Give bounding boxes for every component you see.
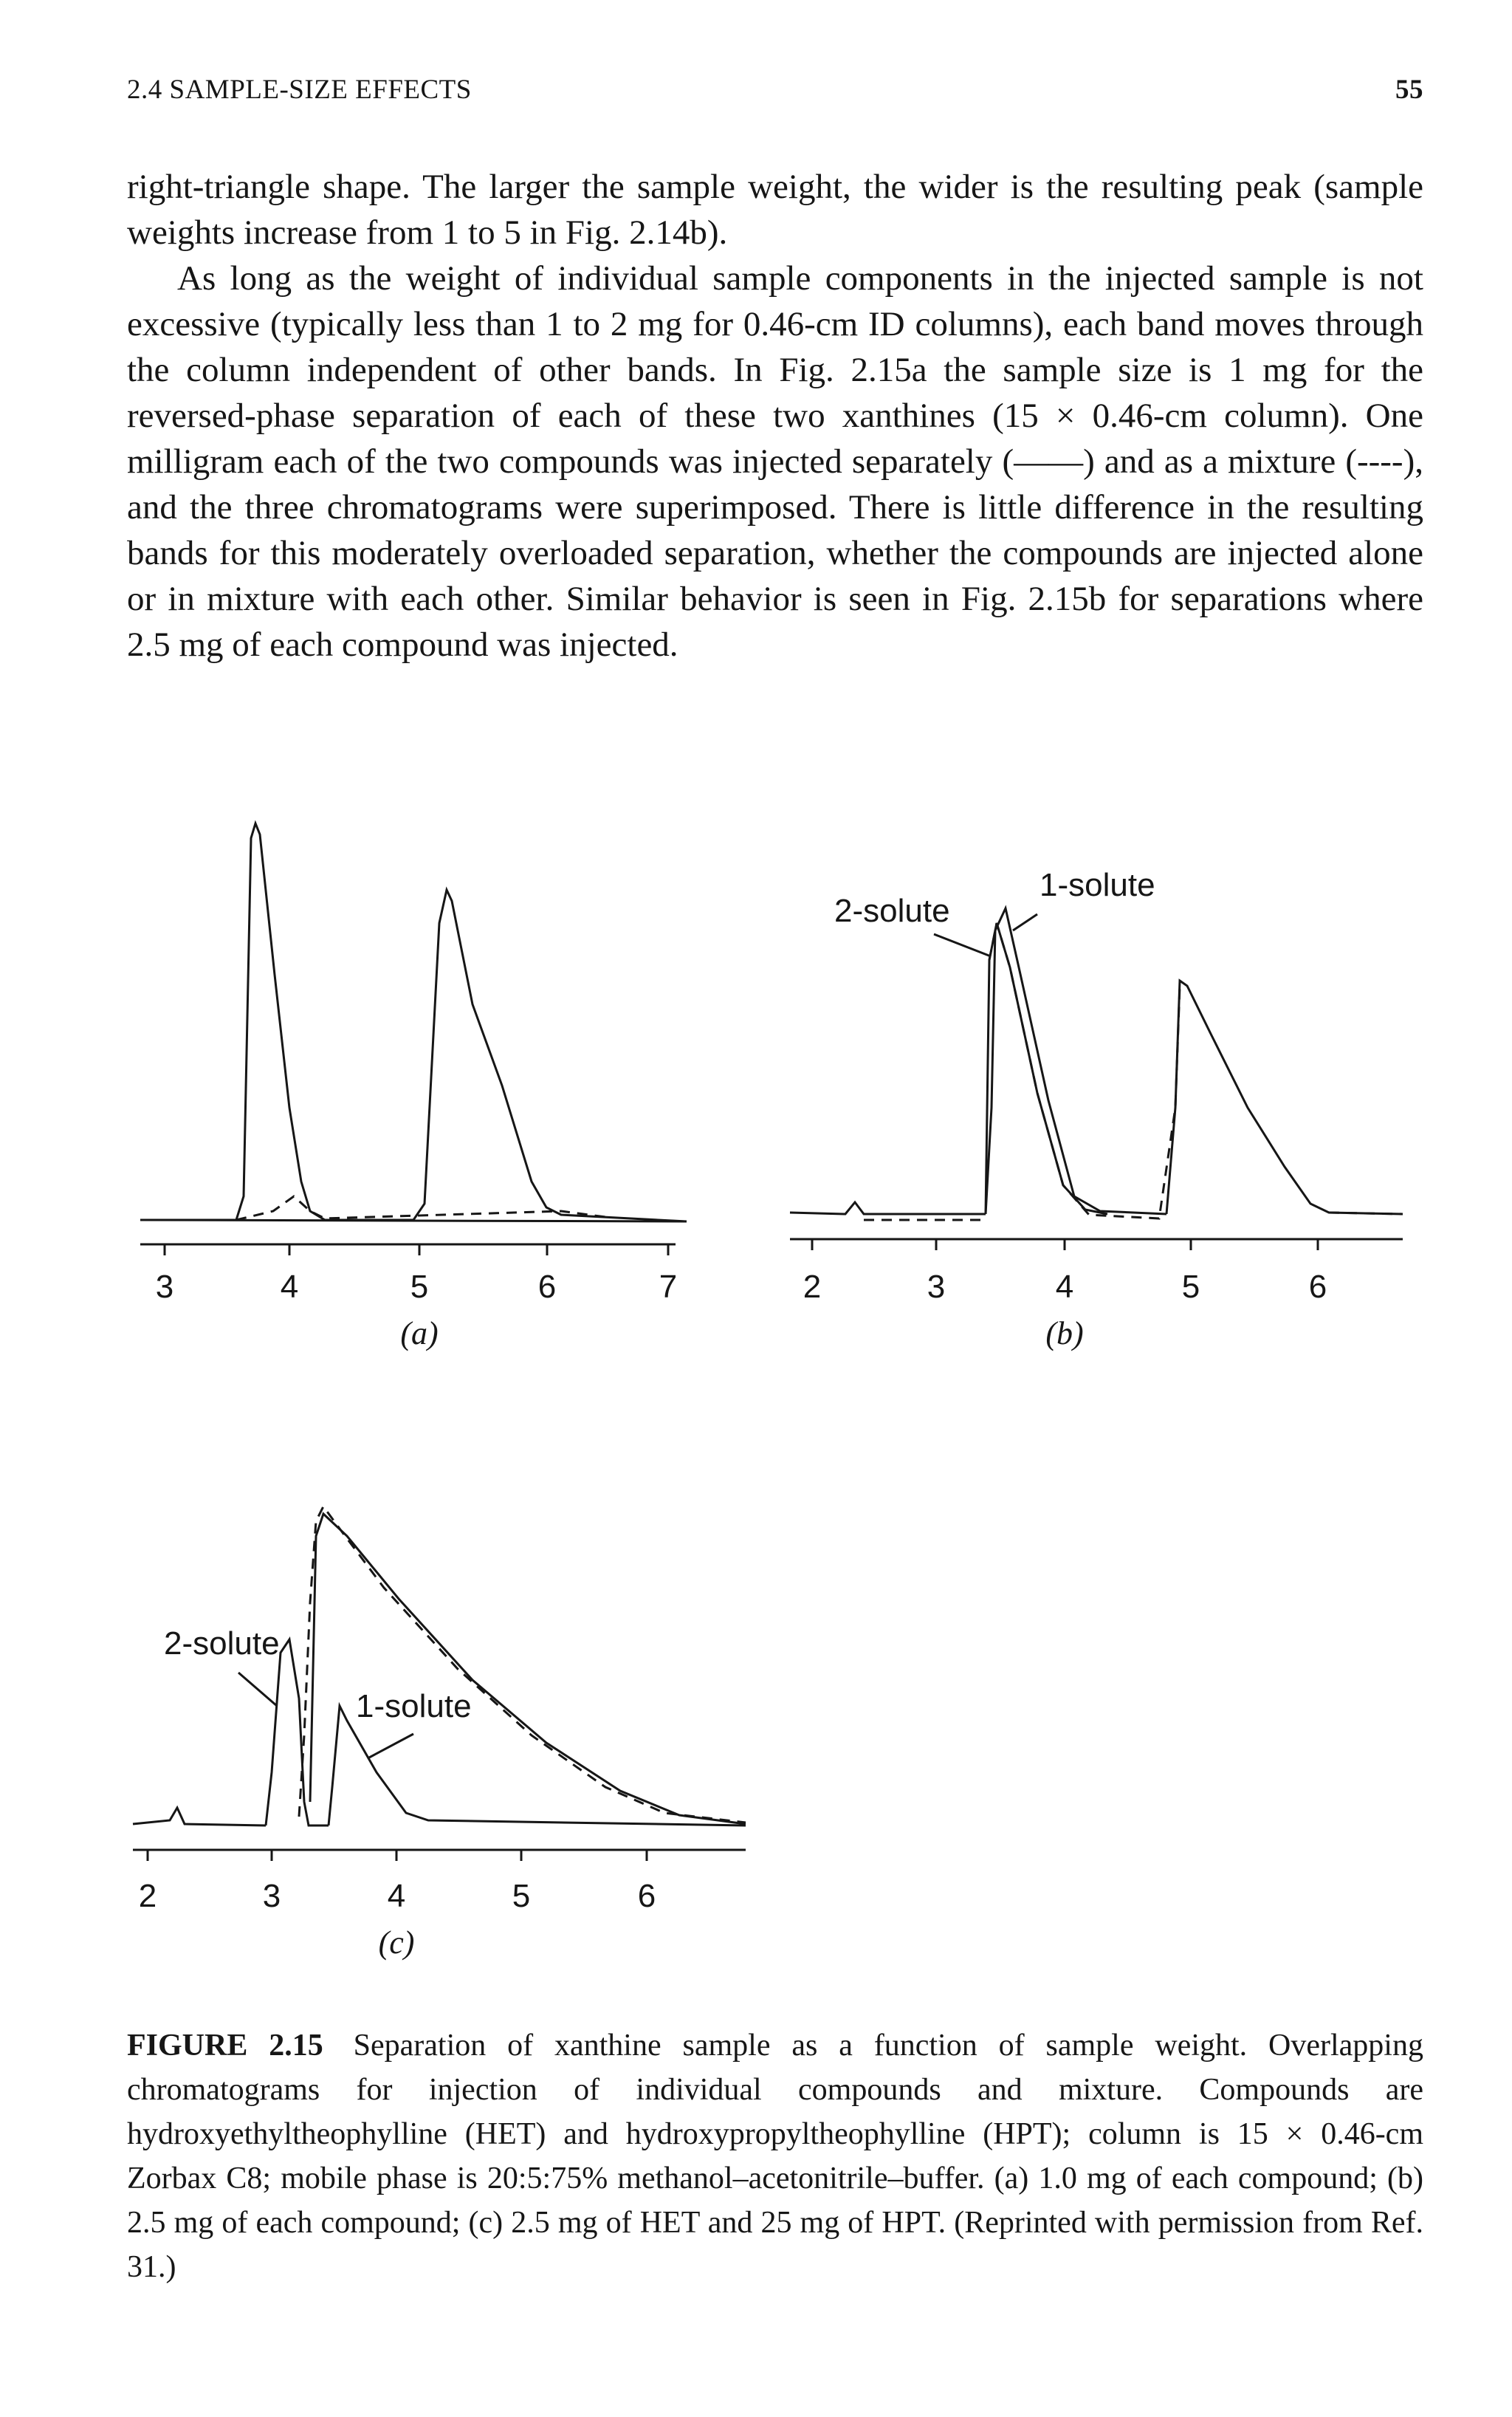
panel-b-peak-1-solid [986,908,1166,1214]
panel-c-tick-label-2: 2 [138,1878,157,1914]
panel-a-chromatogram [140,823,687,1255]
panel-b-chromatogram [790,908,1403,1250]
panel-b-arrow-1-solute [1013,914,1037,930]
panel-c-big-peak-solid [310,1514,746,1824]
panel-b-tick-label-3: 3 [927,1269,946,1305]
panel-a-peak-2-solid [413,890,687,1221]
panel-a-tick-label-3: 3 [155,1269,174,1305]
panel-b-peak-3-solid [1166,981,1403,1214]
panel-b-tick-label-4: 4 [1055,1269,1074,1305]
panel-c-peak-2-solute [266,1639,329,1825]
section-title: 2.4 SAMPLE-SIZE EFFECTS [127,75,472,105]
panel-c-arrow-2-solute [238,1673,277,1706]
panel-a-tick-label-6: 6 [537,1269,557,1305]
figure-caption-text: Separation of xanthine sample as a function of sample weight. Overlapping chromatograms for injection of individual compounds and mixture. Compounds are hydroxyethyltheophylline (HET) and hydroxypropyltheophylline (HPT); column is 15 × 0.46-cm Zorbax C8; mobile phase is 20:5:75% methanol–acetonitrile–buffer. (a) 1.0 mg of each compound; (b) 2.5 mg of each compound; (c) 2.5 mg of HET and 25 mg of HPT. (Reprinted with permission from Ref. 31.) [127,2029,1423,2284]
panel-a-tick-label-4: 4 [280,1269,299,1305]
panel-b-annotation-2-solute: 2-solute [834,893,950,929]
panel-b-tick-label-2: 2 [803,1269,822,1305]
panel-c-label: (c) [378,1924,415,1961]
panel-b-baseline [790,1202,986,1214]
panel-a-tick-label-5: 5 [410,1269,429,1305]
panel-a-peak-1-solid [140,823,413,1220]
panel-a-tick-label-7: 7 [659,1269,678,1305]
paragraph-1: right-triangle shape. The larger the sample weight, the wider is the resulting peak (sample weights increase from 1 to 5 in Fig. 2.14b). [127,168,1423,252]
panel-a-label: (a) [400,1315,439,1351]
panel-c-tick-label-4: 4 [387,1878,406,1914]
panel-b-tick-label-6: 6 [1308,1269,1327,1305]
panel-b-peak-2-solid [986,923,1107,1214]
page-number: 55 [1395,75,1423,105]
paragraph-2: As long as the weight of individual sample components in the injected sample is not excessive (typically less than 1 to 2 mg for 0.46-cm ID columns), each band moves through the column independent of other bands. In Fig. 2.15a the sample size is 1 mg for the reversed-phase separation of each of these two xanthines (15 × 0.46-cm column). One milligram each of the two compounds was injected separately (——) and as a mixture (----), and the three chromatograms were superimposed. There is little difference in the resulting bands for this moderately overloaded separation, whether the compounds are injected alone or in mixture with each other. Similar behavior is seen in Fig. 2.15b for separations where 2.5 mg of each compound was injected. [127,259,1423,664]
panel-b-annotation-1-solute: 1-solute [1040,867,1155,903]
panel-c-tick-label-5: 5 [512,1878,531,1914]
panel-c-tick-label-6: 6 [637,1878,656,1914]
panel-c-annotation-1-solute: 1-solute [356,1688,472,1724]
panel-b-tick-label-5: 5 [1181,1269,1200,1305]
panel-b-label: (b) [1045,1315,1084,1351]
panel-c-big-peak-dashed [299,1506,746,1823]
panel-c-annotation-2-solute: 2-solute [164,1625,280,1662]
panel-b-arrow-2-solute [934,934,991,956]
figure-caption [127,2023,1423,2289]
panel-b-mixture-dashed [864,923,1403,1220]
panel-c-baseline [133,1808,266,1825]
figure-caption-label: FIGURE 2.15 [127,2029,323,2063]
panel-c-arrow-1-solute [369,1734,413,1758]
panel-c-tick-label-3: 3 [262,1878,281,1914]
panel-c-chromatogram [133,1506,746,1861]
